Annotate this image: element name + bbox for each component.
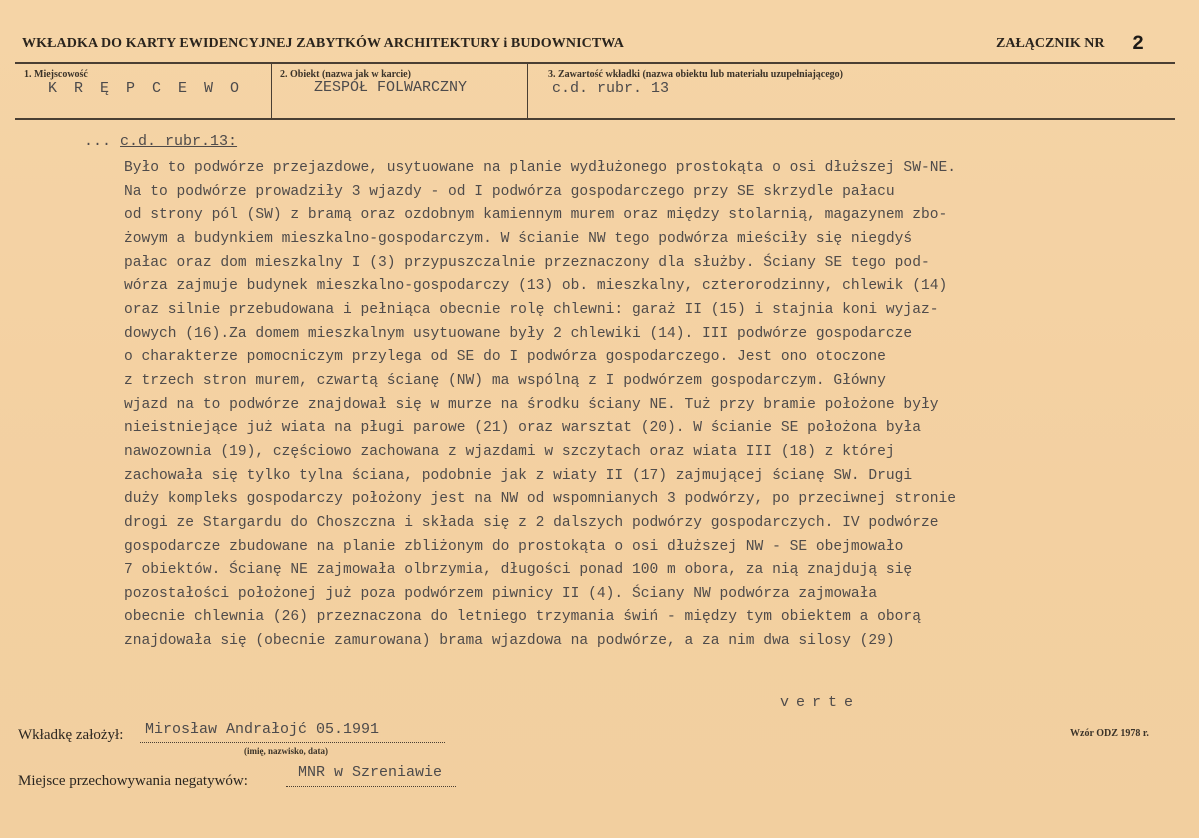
negatives-label: Miejsce przechowywania negatywów: (18, 773, 248, 789)
text-line: znajdowała się (obecnie zamurowana) brama wjazdowa na podwórze, a za nim dwa silosy (29) (124, 633, 895, 650)
form-code: Wzór ODZ 1978 r. (1070, 728, 1149, 739)
header-bottom-rule (15, 118, 1175, 120)
negatives-dotted-line (286, 786, 456, 787)
text-line: pałac oraz dom mieszkalny I (3) przypuszczalnie przeznaczony dla służby. Ściany SE tego pod- (124, 254, 930, 271)
text-line: gospodarcze zbudowane na planie zbliżonym do prostokąta o osi dłuższej NW - SE obejmowało (124, 538, 904, 555)
annex-label: ZAŁĄCZNIK NR (996, 36, 1105, 51)
description-text (124, 157, 1094, 654)
field-divider-1 (271, 63, 272, 119)
lead-reference: c.d. rubr.13: (120, 133, 238, 150)
text-line: z trzech stron murem, czwartą ścianę (NW) ma wspólną z I podwórzem gospodarczym. Główny (124, 372, 886, 389)
annex-number: 2 (1132, 33, 1145, 56)
text-line: 7 obiektów. Ścianę NE zajmowała olbrzymia, długości ponad 100 m obora, za nią znajdują się (124, 562, 913, 579)
verte-note: verte (780, 694, 861, 711)
author-field-note: (imię, nazwisko, data) (244, 746, 328, 756)
continuation-lead (84, 133, 237, 150)
author-dotted-line (140, 742, 445, 743)
content-value: c.d. rubr. 13 (552, 80, 670, 97)
text-line: obecnie chlewnia (26) przeznaczona do letniego trzymania świń - między tym obiektem a oborą (124, 609, 921, 626)
text-line: wjazd na to podwórze znajdował się w murze na środku ściany NE. Tuż przy bramie położone były (124, 396, 939, 413)
text-line: nieistniejące już wiata na pługi parowe (21) oraz warsztat (20). W ścianie SE położona była (124, 420, 921, 437)
text-line: od strony pól (SW) z bramą oraz ozdobnym kamiennym murem oraz między stolarnią, magazynem zbo- (124, 207, 948, 224)
text-line: wórza zajmuje budynek mieszkalno-gospodarczy (13) ob. mieszkalny, czterorodzinny, chlewik (14) (124, 278, 948, 295)
text-line: żowym a budynkiem mieszkalno-gospodarczym. W ścianie NW tego podwórza mieściły się niegdyś (124, 230, 913, 247)
text-line: drogi ze Stargardu do Choszczna i składa się z 2 dalszych podwórzy gospodarczych. IV podwórze (124, 514, 939, 531)
content-label: 3. Zawartość wkładki (nazwa obiektu lub materiału uzupełniającego) (548, 69, 844, 80)
text-line: o charakterze pomocniczym przylega od SE do I podwórza gospodarczego. Jest ono otoczone (124, 349, 886, 366)
author-label: Wkładkę założył: (18, 727, 124, 743)
text-line: duży kompleks gospodarczy położony jest na NW od wspomnianych 3 podwórzy, po przeciwnej stronie (124, 491, 956, 508)
field-divider-2 (527, 63, 528, 119)
object-label: 2. Obiekt (nazwa jak w karcie) (280, 69, 411, 80)
author-value: Mirosław Andrałojć 05.1991 (145, 721, 380, 738)
text-line: dowych (16).Za domem mieszkalnym usytuowane były 2 chlewiki (14). III podwórze gospodarcze (124, 325, 913, 342)
text-line: Na to podwórze prowadziły 3 wjazdy - od I podwórza gospodarczego przy SE skrzydle pałacu (124, 183, 895, 200)
header-top-rule (15, 62, 1175, 64)
text-line: pozostałości położonej już poza podwórzem piwnicy II (4). Ściany NW podwórza zajmowała (124, 585, 878, 602)
object-value: ZESPÓŁ FOLWARCZNY (314, 79, 468, 96)
negatives-value: MNR w Szreniawie (298, 764, 443, 781)
lead-dots: ... (84, 133, 112, 150)
text-line: nawozownia (19), częściowo zachowana z wjazdami w szczytach oraz wiata III (18) z której (124, 443, 895, 460)
text-line: zachowała się tylko tylna ściana, podobnie jak z wiaty II (17) zajmującej ścianę SW. Drugi (124, 467, 913, 484)
form-title: WKŁADKA DO KARTY EWIDENCYJNEJ ZABYTKÓW ARCHITEKTURY i BUDOWNICTWA (22, 36, 625, 51)
locality-label: 1. Miejscowość (24, 69, 88, 80)
text-line: Było to podwórze przejazdowe, usytuowane na planie wydłużonego prostokąta o osi dłuższej SW-NE. (124, 160, 956, 176)
text-line: oraz silnie przebudowana i pełniąca obecnie rolę chlewni: garaż II (15) i stajnia koni wyjaz- (124, 301, 939, 318)
locality-value: K R Ę P C E W O (48, 80, 244, 97)
